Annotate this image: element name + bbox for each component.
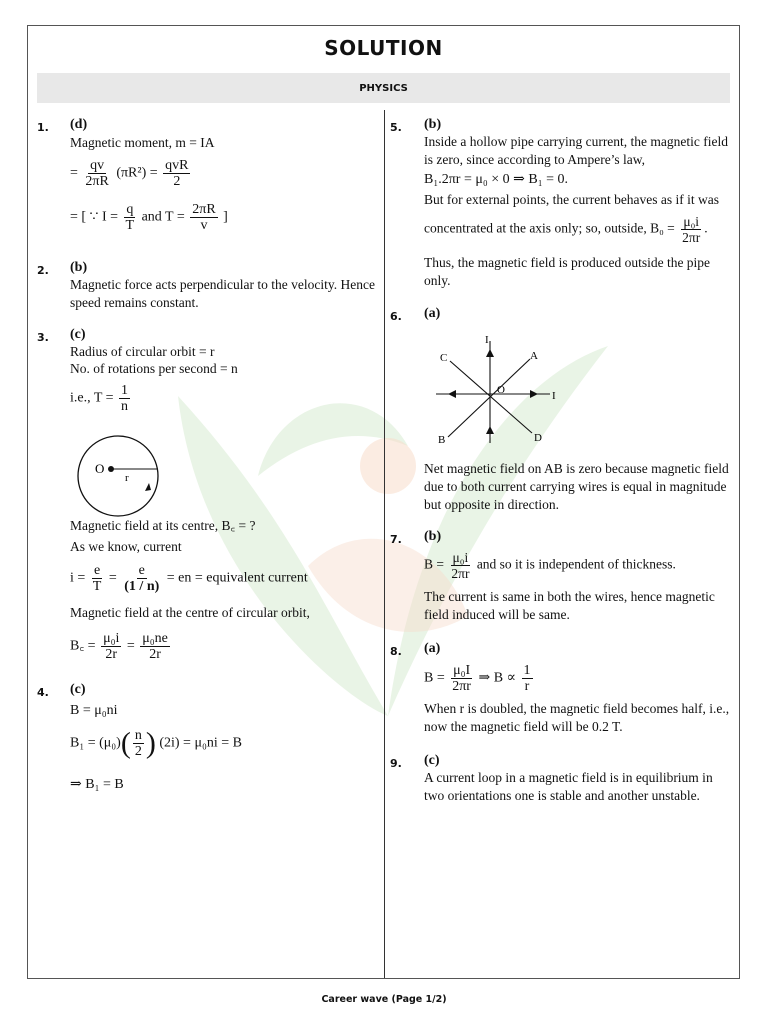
- solution-text: Magnetic field at the centre of circular orbit,: [70, 605, 310, 620]
- paren: ): [145, 726, 156, 760]
- fraction: [91, 563, 104, 594]
- eq-part: B₀ =: [650, 220, 675, 236]
- eq-part: = en = equivalent current: [166, 570, 308, 586]
- numerator: μ₀I: [453, 663, 471, 678]
- fraction: [140, 631, 170, 662]
- question-number: 2.: [37, 264, 49, 277]
- eq-part: and so it is independent of thickness.: [476, 556, 676, 572]
- solution-text: As we know, current: [70, 539, 182, 554]
- equation: [424, 550, 676, 581]
- eq-part: B =: [424, 670, 445, 686]
- numerator: 1: [121, 383, 129, 398]
- eq-part: = [ ∵ I =: [70, 209, 119, 225]
- equation: B = μ₀ni: [70, 703, 118, 718]
- solution-text: Inside a hollow pipe carrying current, the magnetic field is zero, since according to Ampere’s law,: [424, 134, 729, 167]
- numerator: 1: [523, 663, 531, 678]
- denominator: (1 / n): [124, 579, 160, 594]
- numerator: μ₀i: [683, 214, 700, 229]
- column-divider: [384, 110, 385, 978]
- equation: [70, 383, 132, 414]
- solution-text: Magnetic moment, m = IA: [70, 135, 215, 150]
- eq-part: =: [126, 638, 135, 654]
- eq-part: ]: [223, 209, 228, 225]
- eq-part: and T =: [141, 209, 185, 225]
- line-cd: [450, 361, 532, 433]
- solution-text: Thus, the magnetic field is produced outside the pipe only.: [424, 255, 711, 288]
- answer-option: (d): [70, 117, 88, 132]
- eq-part: =: [108, 570, 117, 586]
- equation: B₁.2πr = μ₀ × 0 ⇒ B₁ = 0.: [424, 172, 568, 187]
- answer-option: (a): [424, 641, 441, 656]
- solution-text: No. of rotations per second = n: [70, 361, 238, 376]
- denominator: 2πr: [451, 566, 470, 581]
- solution-text: When r is doubled, the magnetic field becomes half, i.e., now the magnetic field will be 0.2 T.: [424, 701, 730, 734]
- numerator: e: [138, 563, 145, 578]
- fraction: [450, 663, 473, 694]
- question-number: 3.: [37, 331, 49, 344]
- equation: [424, 214, 708, 245]
- solution-text: A current loop in a magnetic field is in equilibrium in two orientations one is stable and another unstable.: [424, 770, 713, 803]
- equation: [70, 563, 308, 594]
- solution-text: But for external points, the current behaves as if it was: [424, 192, 720, 207]
- numerator: μ₀ne: [142, 631, 168, 646]
- current-arrow-up: [486, 426, 494, 434]
- fraction: [190, 202, 217, 233]
- answer-option: (b): [70, 260, 88, 275]
- denominator: 2πr: [682, 230, 701, 245]
- subject-header: [37, 73, 730, 103]
- label-i-top: I: [485, 334, 489, 346]
- denominator: T: [125, 218, 135, 233]
- label-c: C: [440, 352, 448, 364]
- equation: ⇒ B₁ = B: [70, 777, 124, 792]
- denominator: n: [121, 399, 129, 414]
- eq-part: B =: [424, 556, 444, 572]
- label-b: B: [438, 434, 446, 446]
- solution-text: Magnetic field at its centre, B꜀ = ?: [70, 518, 256, 533]
- question-number: 7.: [390, 533, 402, 546]
- equation: [70, 631, 172, 662]
- solution-text: Magnetic force acts perpendicular to the velocity. Hence speed remains constant.: [70, 277, 375, 310]
- eq-part: =: [70, 165, 78, 181]
- numerator: 2πR: [192, 202, 216, 217]
- denominator: 2πr: [452, 679, 471, 694]
- answer-option: (b): [424, 117, 442, 132]
- equation: [70, 202, 228, 233]
- denominator: T: [92, 579, 102, 594]
- fraction: [119, 383, 130, 414]
- rotation-arrow: [145, 483, 151, 491]
- question-number: 9.: [390, 757, 402, 770]
- label-i-right: I: [552, 390, 556, 402]
- page-frame: [27, 25, 740, 979]
- numerator: n: [134, 728, 142, 743]
- denominator: 2: [173, 174, 181, 189]
- eq-part: .: [704, 220, 708, 236]
- denominator: v: [200, 218, 208, 233]
- solution-text: The current is same in both the wires, hence magnetic field induced will be same.: [424, 589, 715, 622]
- solution-text: concentrated at the axis only; so, outside,: [424, 220, 647, 236]
- fraction: [122, 563, 161, 594]
- fraction: [83, 158, 110, 189]
- denominator: 2r: [149, 647, 161, 662]
- page-title: SOLUTION: [324, 36, 443, 60]
- denominator: r: [524, 679, 530, 694]
- fraction: [163, 158, 190, 189]
- denominator: 2: [134, 744, 142, 759]
- eq-part: i.e., T =: [70, 390, 114, 406]
- current-arrow-right: [448, 390, 456, 398]
- fraction: [133, 728, 144, 759]
- label-d: D: [534, 432, 542, 444]
- wire-field-diagram: [430, 331, 560, 446]
- answer-option: (b): [424, 529, 442, 544]
- eq-part: (2i) = μ₀ni = B: [159, 735, 242, 751]
- numerator: μ₀i: [452, 550, 469, 565]
- eq-part: B꜀ =: [70, 638, 96, 654]
- eq-part: ⇒ B ∝: [478, 670, 517, 686]
- fraction: [124, 202, 137, 233]
- solution-text: Radius of circular orbit = r: [70, 344, 215, 359]
- answer-option: (c): [70, 327, 86, 342]
- fraction: [449, 550, 471, 581]
- current-arrow-up: [486, 349, 494, 357]
- orbit-circle: [78, 436, 158, 516]
- eq-part: B₁ = (μ₀): [70, 735, 121, 751]
- numerator: e: [93, 563, 101, 578]
- label-o: O: [497, 384, 505, 396]
- numerator: q: [126, 202, 134, 217]
- denominator: 2πR: [85, 174, 109, 189]
- numerator: qv: [90, 158, 105, 173]
- question-number: 8.: [390, 645, 402, 658]
- fraction: [101, 631, 121, 662]
- label-a: A: [530, 350, 538, 362]
- equation: [70, 158, 192, 189]
- question-number: 5.: [390, 121, 402, 134]
- current-arrow-right: [530, 390, 538, 398]
- circular-orbit-diagram: [73, 431, 163, 521]
- subject-label: PHYSICS: [359, 82, 408, 94]
- centre-label: O: [95, 461, 105, 476]
- eq-part: (πR²) =: [116, 165, 158, 181]
- question-number: 1.: [37, 121, 49, 134]
- fraction: [680, 214, 702, 245]
- page-footer: Career wave (Page 1/2): [321, 994, 447, 1005]
- denominator: 2r: [105, 647, 118, 662]
- answer-option: (c): [70, 682, 86, 697]
- question-number: 6.: [390, 310, 402, 323]
- equation: [424, 663, 535, 694]
- answer-option: (c): [424, 753, 440, 768]
- solution-text: Net magnetic field on AB is zero because magnetic field due to both current carrying wires is equal in magnitude but opposite in direction.: [424, 461, 729, 512]
- numerator: μ₀i: [103, 631, 120, 646]
- question-number: 4.: [37, 686, 49, 699]
- answer-option: (a): [424, 306, 441, 321]
- equation: [70, 728, 242, 759]
- eq-part: i =: [70, 570, 86, 586]
- fraction: [522, 663, 533, 694]
- radius-label: r: [125, 472, 129, 484]
- paren: (: [120, 726, 131, 760]
- numerator: qvR: [165, 158, 189, 173]
